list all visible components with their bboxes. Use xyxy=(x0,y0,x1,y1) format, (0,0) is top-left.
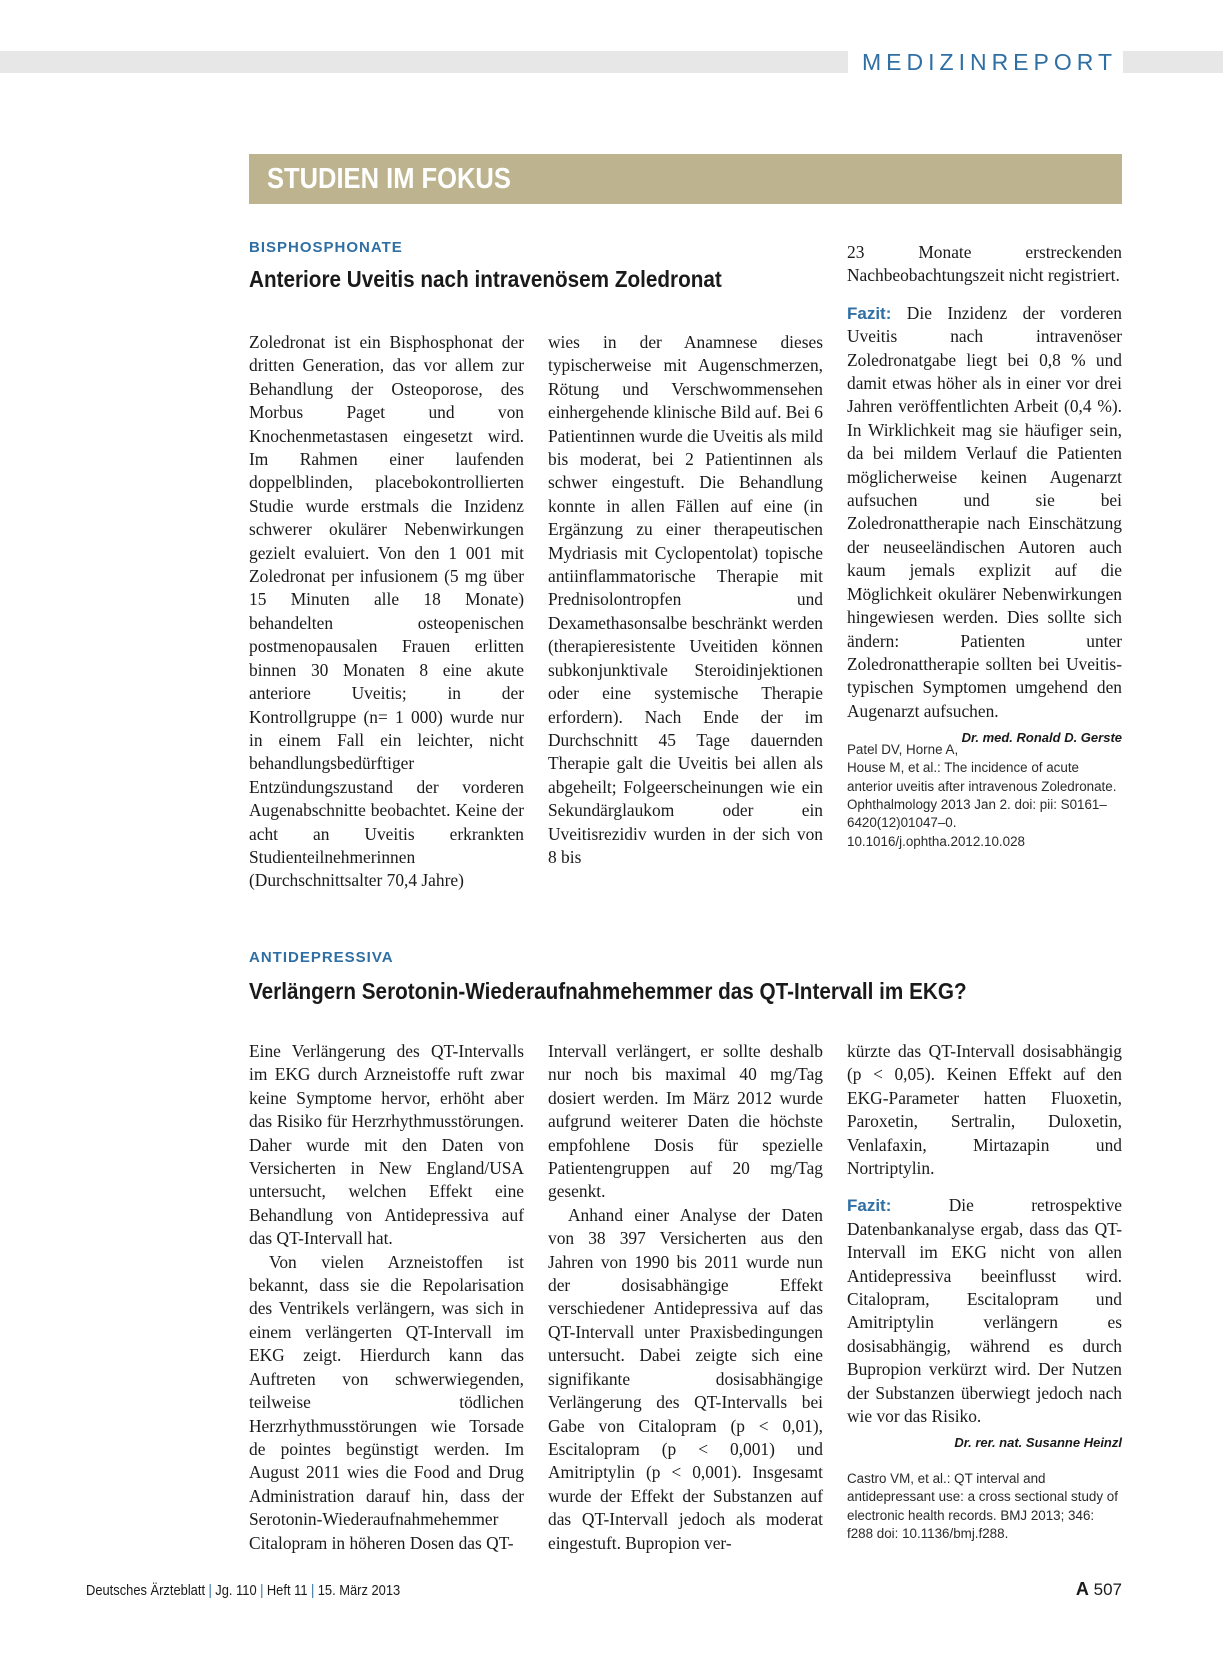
banner-title: STUDIEN IM FOKUS xyxy=(267,163,511,195)
article2-col1-p2: Von vielen Arzneistoffen ist bekannt, dass sie die Repolarisation des Ventrikels verlängern, was sich in einem verlängerten QT-Intervall im EKG zeigt. Hierdurch kann das Auftreten von schwerwiegenden, teilweise tödlichen Herzrhythmusstörungen wie Torsade de pointes begünstigt werden. Im August 2011 wies die Food and Drug Administration darauf hin, dass der Serotonin-Wiederaufnahmehemmer Citalopram in höheren Dosen das QT- xyxy=(249,1251,524,1553)
article2-col2-p1: Intervall verlängert, er sollte deshalb nur noch bis maximal 40 mg/Tag dosiert werden. Im März 2012 wurde aufgrund weiterer Daten die höchste empfohlene Dosis für spezielle Patientengruppen auf 20 mg/Tag gesenkt. xyxy=(548,1041,823,1202)
article1-fazit xyxy=(847,302,1122,746)
section-banner xyxy=(249,154,1122,204)
article1-headline: Anteriore Uveitis nach intravenösem Zoledronat xyxy=(249,266,722,292)
page-number xyxy=(1076,1579,1122,1600)
article2-headline: Verlängern Serotonin-Wiederaufnahmehemmer das QT-Intervall im EKG? xyxy=(249,978,967,1004)
footer-date: 15. März 2013 xyxy=(317,1582,401,1599)
footer-journal: Deutsches Ärzteblatt xyxy=(86,1582,206,1599)
article2-column-3 xyxy=(847,1040,1122,1543)
article2-column-1 xyxy=(249,1040,524,1555)
article2-col2-p2: Anhand einer Analyse der Daten von 38 397 Versicherten aus den Jahren von 1990 bis 2011 wurde nun der dosisabhängige Effekt verschiedener Antidepressiva auf das QT-Intervall unter Praxisbedingungen untersucht. Dabei zeigte sich eine signifikante dosisabhängige Verlängerung des QT-Intervalls bei Gabe von Citalopram (p < 0,01), Escitalopram (p < 0,001) und Amitriptylin (p < 0,001). Insgesamt wurde der Effekt der Substanzen auf das QT-Intervall jedoch als moderat eingestuft. Bupropion ver- xyxy=(548,1204,823,1553)
footer-issue: Heft 11 xyxy=(266,1582,308,1599)
article1-col3-intro: 23 Monate erstreckenden Nachbeobachtungszeit nicht registriert. xyxy=(847,242,1122,286)
footer-separator: | xyxy=(310,1582,315,1599)
article2-col1-p1: Eine Verlängerung des QT-Intervalls im EKG durch Arzneistoffe ruft zwar keine Symptome hervor, erhöht aber das Risiko für Herzrhythmusstörungen. Daher wurde mit den Daten von Versicherten in New England/USA untersucht, welchen Effekt eine Behandlung von Antidepressiva auf das QT-Intervall hat. xyxy=(249,1041,524,1249)
footer-separator: | xyxy=(260,1582,264,1599)
article1-fazit-text: Die Inzidenz der vorderen Uveitis nach intravenöser Zoledronatgabe liegt bei 0,8 % und damit etwas höher als in einer vor drei Jahren veröffentlichten Arbeit (0,4 %). In Wirklichkeit mag sie häufiger sein, da bei mildem Verlauf die Patienten möglicherweise keinen Augenarzt aufsuchen und sie bei Zoledronattherapie nach Einschätzung der neuseeländischen Autoren auch kaum jemals explizit auf die Möglichkeit okulärer Nebenwirkungen hingewiesen werden. Dies sollte sich ändern: Patienten unter Zoledronattherapie sollten bei Uveitis-typischen Symptomen umgehend den Augenarzt aufsuchen. xyxy=(847,302,1122,721)
article1-fazit-label: Fazit: xyxy=(847,303,892,323)
article1-author: Dr. med. Ronald D. Gerste xyxy=(961,730,1122,746)
article1-column-3 xyxy=(847,241,1122,851)
article2-fazit-label: Fazit: xyxy=(847,1196,892,1216)
article2-fazit xyxy=(847,1194,1122,1428)
article2-reference: Castro VM, et al.: QT interval and antidepressant use: a cross sectional study of electronic health records. BMJ 2013; 346: f288 doi: 10.1136/bmj.f288. xyxy=(847,1470,1118,1541)
article1-reference: Patel DV, Horne A, House M, et al.: The incidence of acute anterior uveitis after intravenous Zoledronate. Ophthalmology 2013 Jan 2. doi: pii: S0161–6420(12)01047–0. 10.1016/j.ophtha.2012.10.028 xyxy=(847,742,1117,849)
article2-fazit-text: Die retrospektive Datenbankanalyse ergab, dass das QT-Intervall im EKG nicht von allen Antidepressiva beeinflusst wird. Citalopram, Escitalopram und Amitriptylin verlängern es dosisabhängig, während es durch Bupropion verkürzt wird. Der Nutzen der Substanzen überwiegt jedoch nach wie vor das Risiko. xyxy=(847,1195,1122,1427)
footer-citation xyxy=(86,1582,400,1599)
article1-col2-text: wies in der Anamnese dieses typischerweise mit Augenschmerzen, Rötung und Verschwommensehen einhergehende klinische Bild auf. Bei 6 Patientinnen wurde die Uveitis als mild bis moderat, bei 2 Patientinnen als schwer eingestuft. Die Behandlung konnte in allen Fällen auf eine (in Ergänzung zu einer therapeutischen Mydriasis mit Cyclopentolat) topische antiinflammatorische Therapie mit Prednisolontropfen und Dexamethasonsalbe beschränkt werden (therapieresistente Uveitiden können subkonjunktivale Steroidinjektionen oder eine systemische Therapie erfordern). Nach Ende der im Durchschnitt 45 Tage dauernden Therapie galt die Uveitis bei allen als abgeheilt; Folgeerscheinungen wie ein Sekundärglaukom oder ein Uveitisrezidiv wurden in der sich von 8 bis xyxy=(548,332,823,867)
article1-kicker: BISPHOSPHONATE xyxy=(249,239,403,256)
section-label: MEDIZINREPORT xyxy=(848,47,1123,77)
article1-column-1 xyxy=(249,331,524,893)
footer-volume: Jg. 110 xyxy=(215,1582,257,1599)
footer-separator: | xyxy=(208,1582,212,1599)
article1-column-2 xyxy=(548,331,823,869)
article1-col1-text: Zoledronat ist ein Bisphosphonat der dritten Generation, das vor allem zur Behandlung der Osteoporose, des Morbus Paget und von Knochenmetastasen eingesetzt wird. Im Rahmen einer laufenden doppelblinden, placebokontrollierten Studie wurde erstmals die Inzidenz schwerer okulärer Nebenwirkungen gezielt evaluiert. Von den 1 001 mit Zoledronat per infusionem (5 mg über 15 Minuten alle 18 Monate) behandelten osteopenischen postmenopausalen Frauen erlitten binnen 30 Monaten 8 eine akute anteriore Uveitis; in der Kontrollgruppe (n= 1 000) wurde nur in einem Fall ein leichter, nicht behandlungsbedürftiger Entzündungszustand der vorderen Augenabschnitte beobachtet. Keine der acht an Uveitis erkrankten Studienteilnehmerinnen (Durchschnittsalter 70,4 Jahre) xyxy=(249,332,524,891)
article2-kicker: ANTIDEPRESSIVA xyxy=(249,949,394,966)
page-prefix: A xyxy=(1075,1579,1089,1599)
article2-column-2 xyxy=(548,1040,823,1555)
page-number-value: 507 xyxy=(1093,1580,1122,1599)
article2-author: Dr. rer. nat. Susanne Heinzl xyxy=(954,1434,1122,1450)
article2-col3-intro: kürzte das QT-Intervall dosisabhängig (p < 0,05). Keinen Effekt auf den EKG-Parameter hatten Fluoxetin, Paroxetin, Sertralin, Duloxetin, Venlafaxin, Mirtazapin und Nortriptylin. xyxy=(847,1041,1122,1179)
